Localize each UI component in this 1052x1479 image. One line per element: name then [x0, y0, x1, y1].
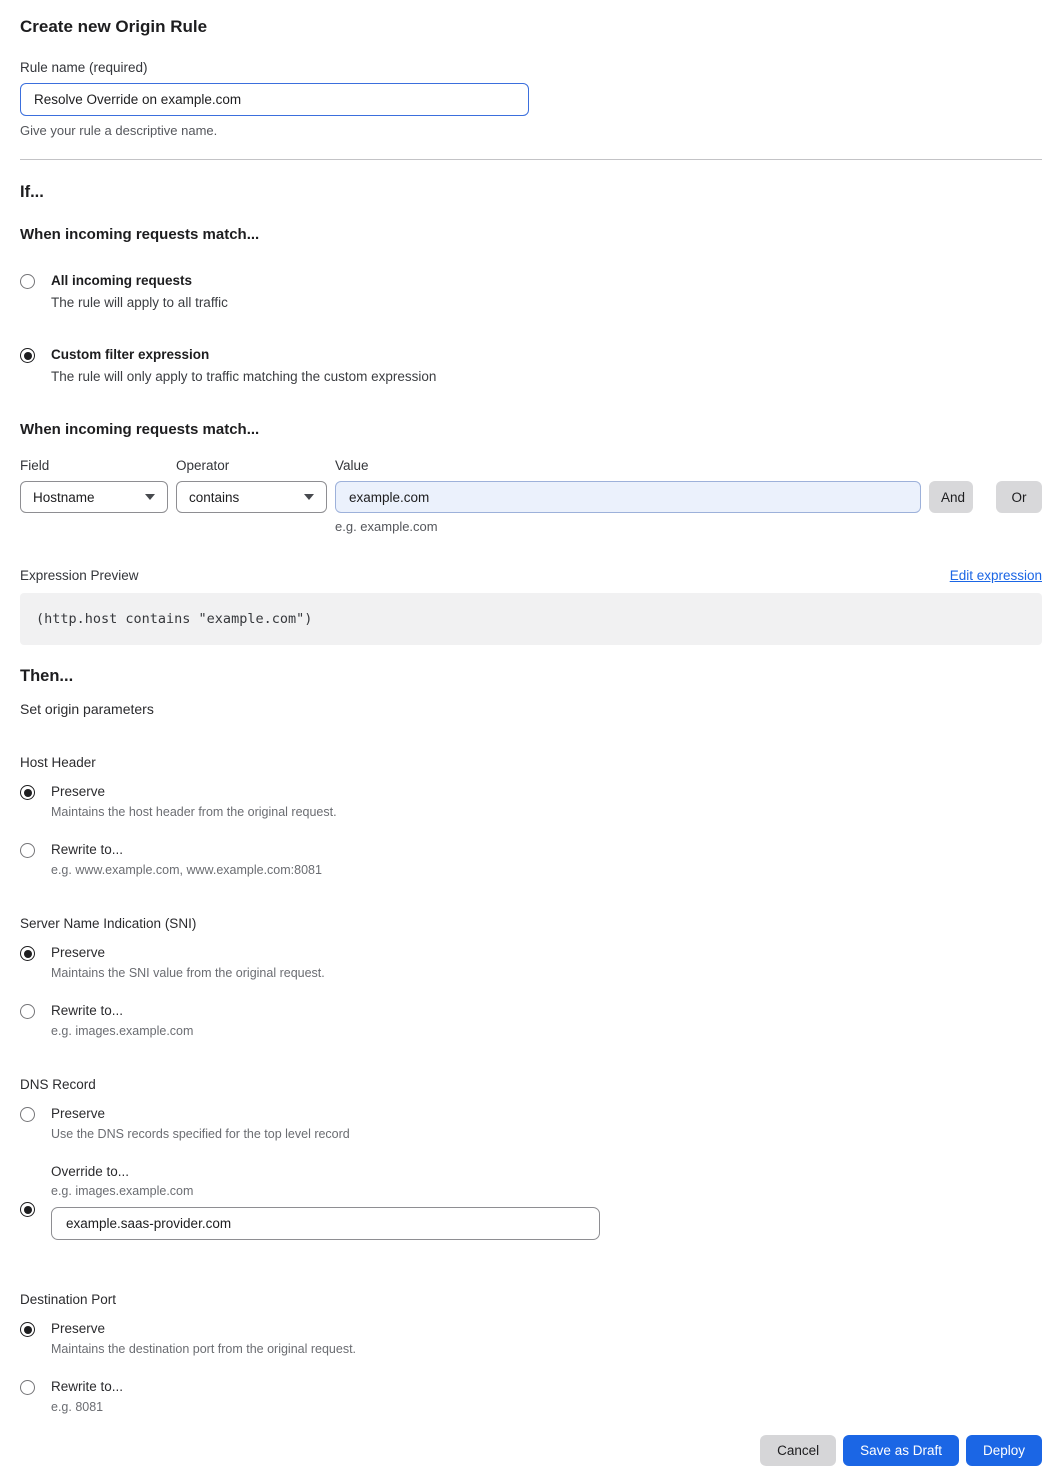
dns-preserve-option — [20, 1106, 1042, 1142]
sni-group — [20, 916, 1042, 1039]
chevron-down-icon — [304, 494, 314, 500]
edit-expression-link[interactable]: Edit expression — [949, 568, 1042, 583]
custom-filter-expression-option — [20, 347, 1042, 385]
sni-preserve-radio[interactable] — [20, 946, 35, 961]
option-label: Preserve — [51, 945, 106, 960]
dns-preserve-radio[interactable] — [20, 1107, 35, 1122]
expression-preview-label: Expression Preview — [20, 568, 139, 583]
expression-preview-row — [20, 568, 1042, 583]
host-header-group — [20, 755, 1042, 878]
or-button[interactable]: Or — [996, 481, 1042, 513]
option-label: Preserve — [51, 784, 106, 799]
builder-heading: When incoming requests match... — [20, 421, 260, 438]
save-as-draft-button[interactable]: Save as Draft — [843, 1435, 959, 1466]
host-header-rewrite-radio[interactable] — [20, 843, 35, 858]
all-incoming-requests-radio[interactable] — [20, 274, 35, 289]
incoming-match-heading: When incoming requests match... — [20, 226, 260, 243]
rule-name-label: Rule name (required) — [20, 60, 148, 75]
chevron-down-icon — [145, 494, 155, 500]
dns-override-radio[interactable] — [20, 1202, 35, 1217]
deploy-button[interactable]: Deploy — [966, 1435, 1042, 1466]
host-header-rewrite-option — [20, 842, 1042, 878]
sni-rewrite-option — [20, 1003, 1042, 1039]
dns-record-title: DNS Record — [20, 1077, 96, 1092]
destination-port-title: Destination Port — [20, 1292, 117, 1307]
value-helper: e.g. example.com — [335, 519, 438, 534]
option-description: The rule will apply to all traffic — [51, 295, 228, 310]
section-divider — [20, 159, 1042, 160]
option-description: The rule will only apply to traffic matching the custom expression — [51, 369, 437, 384]
field-select-value: Hostname — [33, 489, 95, 505]
sni-preserve-option — [20, 945, 1042, 981]
option-label: Preserve — [51, 1106, 106, 1121]
if-heading: If... — [20, 183, 44, 201]
sni-rewrite-radio[interactable] — [20, 1004, 35, 1019]
port-preserve-radio[interactable] — [20, 1322, 35, 1337]
host-header-preserve-radio[interactable] — [20, 785, 35, 800]
then-heading: Then... — [20, 667, 74, 685]
page-title: Create new Origin Rule — [20, 17, 208, 36]
rule-name-helper: Give your rule a descriptive name. — [20, 123, 218, 138]
dns-override-option — [20, 1164, 1042, 1240]
cancel-button[interactable]: Cancel — [760, 1435, 836, 1466]
option-description: e.g. www.example.com, www.example.com:8081 — [51, 863, 322, 877]
option-label: Custom filter expression — [51, 347, 210, 362]
value-input[interactable] — [335, 481, 921, 513]
option-label: Rewrite to... — [51, 1379, 124, 1394]
value-label: Value — [335, 458, 369, 473]
option-label: Rewrite to... — [51, 842, 124, 857]
option-description: e.g. images.example.com — [51, 1184, 194, 1198]
expression-builder-row — [20, 458, 1042, 534]
port-rewrite-radio[interactable] — [20, 1380, 35, 1395]
field-label: Field — [20, 458, 50, 473]
sni-title: Server Name Indication (SNI) — [20, 916, 197, 931]
operator-label: Operator — [176, 458, 230, 473]
destination-port-group — [20, 1292, 1042, 1415]
option-description: e.g. 8081 — [51, 1400, 104, 1414]
expression-code: (http.host contains "example.com") — [36, 611, 313, 627]
operator-select[interactable] — [176, 481, 327, 513]
and-button[interactable]: And — [929, 481, 973, 513]
origin-params-subheading: Set origin parameters — [20, 701, 154, 717]
all-incoming-requests-option — [20, 273, 1042, 311]
option-description: e.g. images.example.com — [51, 1024, 194, 1038]
host-header-preserve-option — [20, 784, 1042, 820]
option-description: Maintains the host header from the original request. — [51, 805, 337, 819]
custom-filter-expression-radio[interactable] — [20, 348, 35, 363]
dns-override-input[interactable] — [51, 1207, 600, 1240]
rule-name-input[interactable] — [20, 83, 529, 116]
port-preserve-option — [20, 1321, 1042, 1357]
option-label: Override to... — [51, 1164, 130, 1179]
option-description: Use the DNS records specified for the top level record — [51, 1127, 350, 1141]
port-rewrite-option — [20, 1379, 1042, 1415]
option-label: All incoming requests — [51, 273, 193, 288]
option-label: Preserve — [51, 1321, 106, 1336]
operator-select-value: contains — [189, 489, 240, 505]
option-description: Maintains the destination port from the original request. — [51, 1342, 357, 1356]
field-select[interactable] — [20, 481, 168, 513]
option-label: Rewrite to... — [51, 1003, 124, 1018]
expression-code-block — [20, 593, 1042, 645]
option-description: Maintains the SNI value from the original request. — [51, 966, 325, 980]
dns-record-group — [20, 1077, 1042, 1240]
host-header-title: Host Header — [20, 755, 96, 770]
